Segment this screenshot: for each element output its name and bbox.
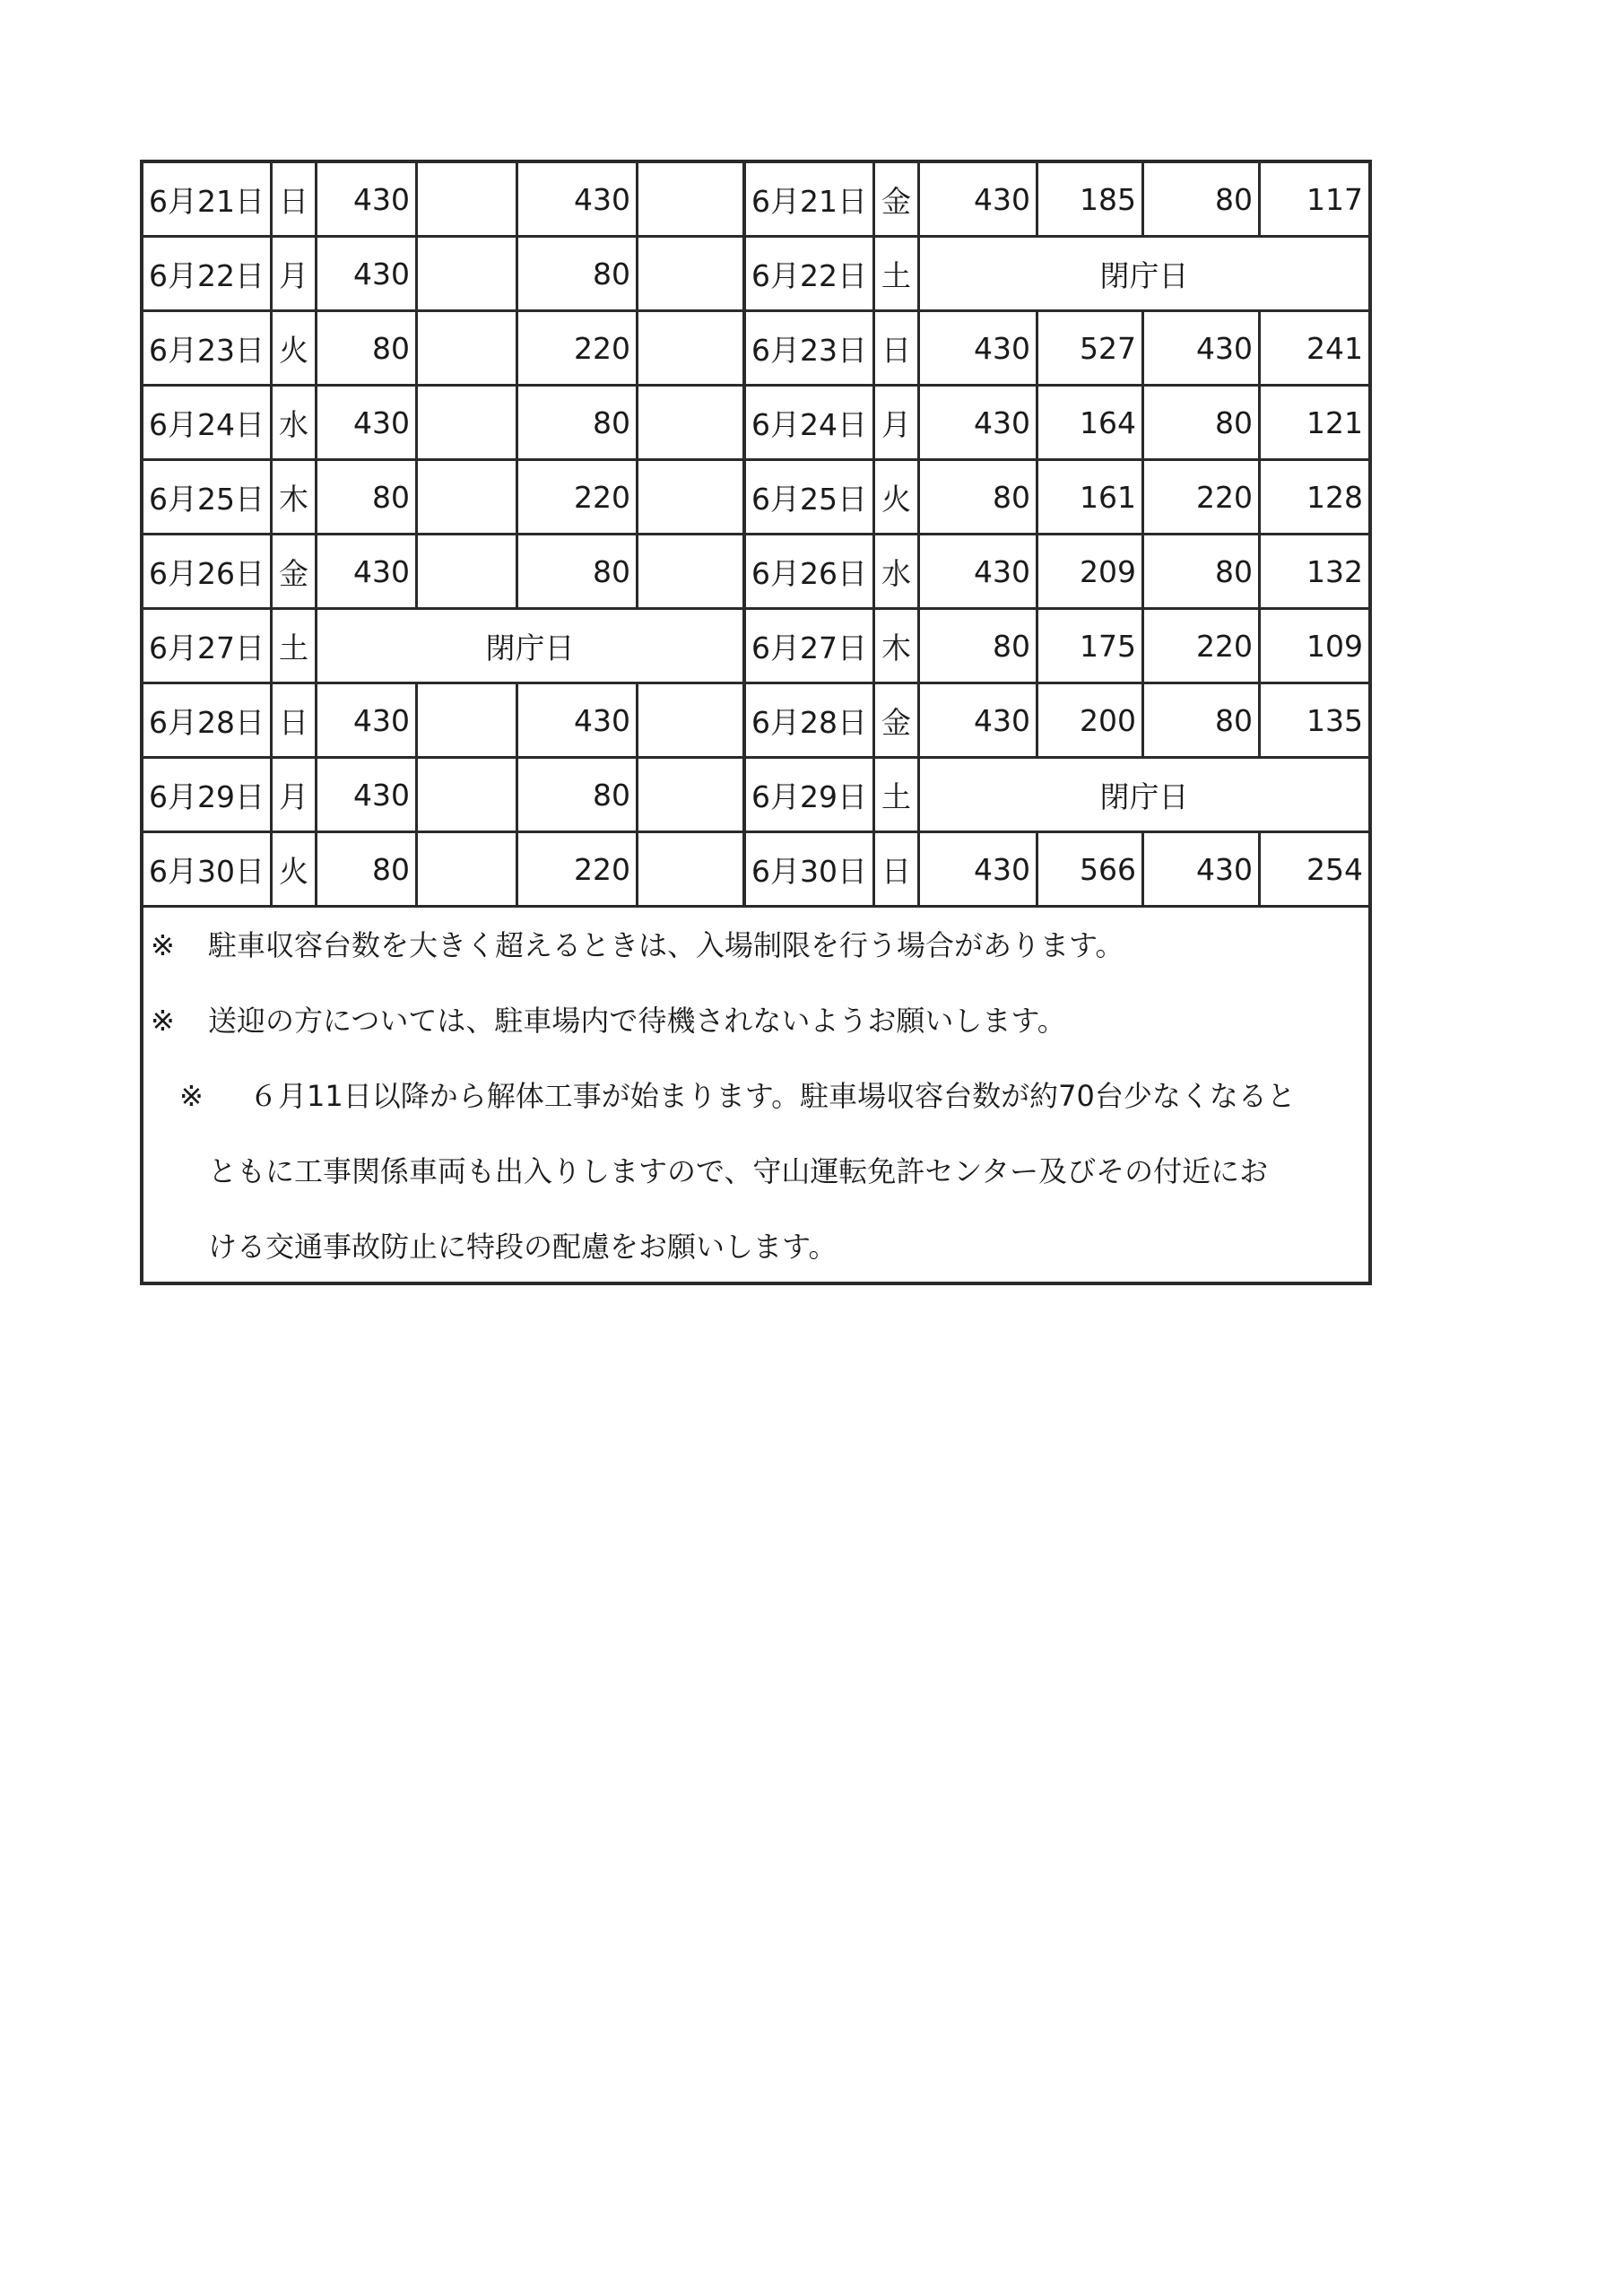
table-row (143, 684, 742, 759)
value-cell: 135 (1306, 702, 1363, 738)
weekday-cell: 火 (875, 461, 920, 533)
value-cell: 254 (1306, 851, 1363, 887)
value-cell (638, 163, 742, 235)
value-cell (418, 238, 518, 309)
weekday-cell: 日 (273, 684, 317, 756)
table-row (746, 163, 1368, 238)
value-cell (418, 163, 518, 235)
value-cell: 430 (920, 163, 1038, 235)
weekday-cell: 木 (875, 610, 920, 682)
weekday-cell: 火 (273, 833, 317, 905)
parking-schedule-table (140, 160, 1372, 1285)
value-cell: 80 (1144, 163, 1261, 235)
value-cell: 430 (920, 535, 1038, 607)
closed-day-cell: 閉庁日 (1099, 257, 1189, 293)
weekday-cell: 土 (875, 238, 920, 309)
weekday-cell: 月 (875, 387, 920, 458)
weekday-cell: 金 (273, 535, 317, 607)
date-cell: 6月30日 (143, 833, 273, 905)
date-cell: 6月29日 (143, 759, 273, 831)
value-cell: 175 (1038, 610, 1144, 682)
value-cell: 80 (920, 461, 1038, 533)
weekday-cell: 水 (875, 535, 920, 607)
note-2-text: 送迎の方については、駐車場内で待機されないようお願いします。 (208, 1004, 1066, 1038)
weekday-cell: 日 (273, 163, 317, 235)
value-cell: 128 (1306, 479, 1363, 515)
date-cell: 6月25日 (143, 461, 273, 533)
date-cell: 6月24日 (746, 387, 875, 458)
value-cell (638, 312, 742, 384)
value-cell (418, 312, 518, 384)
date-cell: 6月22日 (746, 238, 875, 309)
value-cell (418, 684, 518, 756)
value-cell: 566 (1038, 833, 1144, 905)
value-cell: 117 (1306, 181, 1363, 217)
date-cell: 6月27日 (746, 610, 875, 682)
value-cell: 121 (1306, 404, 1363, 440)
table-row (746, 610, 1368, 684)
note-3-line-2: ともに工事関係車両も出入りしますので、守山運転免許センター及びその付近にお (208, 1154, 1269, 1188)
table-row (746, 759, 1368, 833)
weekday-cell: 月 (273, 238, 317, 309)
table-row (746, 535, 1368, 610)
value-cell (418, 461, 518, 533)
value-cell (418, 833, 518, 905)
date-cell: 6月28日 (143, 684, 273, 756)
table-row (143, 238, 742, 312)
date-cell: 6月25日 (746, 461, 875, 533)
table-row (746, 387, 1368, 461)
weekday-cell: 日 (875, 312, 920, 384)
weekday-cell: 土 (273, 610, 317, 682)
value-cell (418, 535, 518, 607)
table-row (143, 535, 742, 610)
value-cell: 80 (518, 759, 638, 831)
value-cell: 220 (518, 312, 638, 384)
value-cell: 80 (317, 312, 418, 384)
note-1-text: 駐車収容台数を大きく超えるときは、入場制限を行う場合があります。 (208, 928, 1124, 962)
value-cell: 185 (1038, 163, 1144, 235)
value-cell: 80 (518, 387, 638, 458)
weekday-cell: 木 (273, 461, 317, 533)
value-cell (638, 387, 742, 458)
value-cell: 430 (920, 684, 1038, 756)
value-cell: 430 (518, 163, 638, 235)
value-cell: 430 (317, 684, 418, 756)
value-cell: 430 (920, 387, 1038, 458)
date-cell: 6月30日 (746, 833, 875, 905)
date-cell: 6月28日 (746, 684, 875, 756)
weekday-cell: 金 (875, 163, 920, 235)
value-cell: 200 (1038, 684, 1144, 756)
table-row (746, 461, 1368, 535)
value-cell: 430 (317, 163, 418, 235)
value-cell: 430 (920, 833, 1038, 905)
value-cell: 80 (518, 238, 638, 309)
weekday-cell: 火 (273, 312, 317, 384)
value-cell (638, 684, 742, 756)
value-cell: 80 (1144, 684, 1261, 756)
note-3-line-1: ６月11日以降から解体工事が始まります。駐車場収容台数が約70台少なくなると (249, 1079, 1296, 1113)
value-cell (638, 461, 742, 533)
table-row (746, 238, 1368, 312)
table-row (746, 312, 1368, 387)
value-cell: 80 (317, 833, 418, 905)
value-cell: 430 (1144, 833, 1261, 905)
value-cell: 430 (317, 535, 418, 607)
value-cell: 430 (317, 387, 418, 458)
value-cell: 209 (1038, 535, 1144, 607)
date-cell: 6月23日 (143, 312, 273, 384)
value-cell (638, 759, 742, 831)
table-row (143, 610, 742, 684)
value-cell: 527 (1038, 312, 1144, 384)
value-cell: 430 (317, 759, 418, 831)
date-cell: 6月21日 (143, 163, 273, 235)
date-cell: 6月29日 (746, 759, 875, 831)
value-cell (638, 238, 742, 309)
table-row (143, 163, 742, 238)
value-cell (418, 387, 518, 458)
date-cell: 6月26日 (746, 535, 875, 607)
table-row (746, 833, 1368, 908)
weekday-cell: 金 (875, 684, 920, 756)
notes-section (143, 908, 1368, 1282)
closed-day-cell: 閉庁日 (485, 630, 575, 665)
value-cell: 164 (1038, 387, 1144, 458)
value-cell (418, 759, 518, 831)
value-cell: 220 (518, 833, 638, 905)
table-row (143, 833, 742, 908)
date-cell: 6月24日 (143, 387, 273, 458)
value-cell: 220 (1144, 610, 1261, 682)
schedule-2019-half (746, 163, 1368, 908)
date-cell: 6月23日 (746, 312, 875, 384)
date-cell: 6月27日 (143, 610, 273, 682)
weekday-cell: 日 (875, 833, 920, 905)
table-row (746, 684, 1368, 759)
value-cell: 109 (1306, 628, 1363, 664)
note-mark: ※ (179, 1079, 204, 1113)
value-cell: 80 (1144, 387, 1261, 458)
date-cell: 6月26日 (143, 535, 273, 607)
value-cell: 430 (518, 684, 638, 756)
value-cell: 430 (920, 312, 1038, 384)
value-cell: 220 (518, 461, 638, 533)
value-cell: 80 (518, 535, 638, 607)
date-cell: 6月22日 (143, 238, 273, 309)
value-cell: 80 (1144, 535, 1261, 607)
value-cell (638, 833, 742, 905)
value-cell: 132 (1306, 553, 1363, 589)
weekday-cell: 月 (273, 759, 317, 831)
weekday-cell: 水 (273, 387, 317, 458)
value-cell: 241 (1306, 330, 1363, 366)
note-3-line-3: ける交通事故防止に特段の配慮をお願いします。 (208, 1230, 838, 1264)
note-mark: ※ (151, 928, 175, 962)
closed-day-cell: 閉庁日 (1099, 778, 1189, 814)
table-row (143, 387, 742, 461)
table-row (143, 312, 742, 387)
value-cell (638, 535, 742, 607)
note-mark: ※ (151, 1004, 175, 1038)
table-row (143, 759, 742, 833)
value-cell: 430 (317, 238, 418, 309)
schedule-2020-half (143, 163, 746, 908)
value-cell: 161 (1038, 461, 1144, 533)
weekday-cell: 土 (875, 759, 920, 831)
value-cell: 80 (317, 461, 418, 533)
value-cell: 430 (1144, 312, 1261, 384)
value-cell: 80 (920, 610, 1038, 682)
table-row (143, 461, 742, 535)
date-cell: 6月21日 (746, 163, 875, 235)
value-cell: 220 (1144, 461, 1261, 533)
